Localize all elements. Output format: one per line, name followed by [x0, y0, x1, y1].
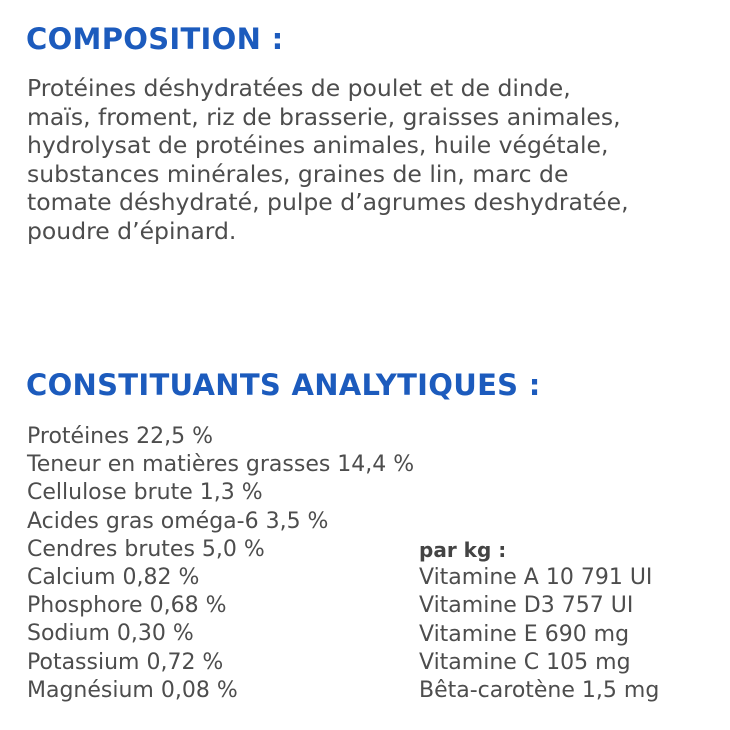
list-item: Calcium 0,82 % [27, 565, 200, 591]
list-item: Magnésium 0,08 % [27, 677, 238, 703]
composition-line: poudre d’épinard. [27, 216, 237, 245]
composition-line: Protéines déshydratées de poulet et de dinde, [27, 74, 571, 102]
list-item: Bêta-carotène 1,5 mg [419, 678, 660, 704]
composition-heading: COMPOSITION : [26, 22, 284, 56]
list-item: Teneur en matières grasses 14,4 % [27, 452, 415, 478]
list-item: Sodium 0,30 % [27, 621, 194, 647]
list-item: Cendres brutes 5,0 % [27, 536, 265, 562]
list-item: Potassium 0,72 % [27, 649, 224, 675]
composition-line: substances minérales, graines de lin, marc de [27, 159, 569, 188]
constituants-list [27, 423, 414, 705]
list-item: Phosphore 0,68 % [27, 593, 227, 619]
list-item: Vitamine E 690 mg [419, 621, 630, 647]
list-item: Cellulose brute 1,3 % [27, 480, 263, 506]
list-item: Vitamine C 105 mg [419, 649, 631, 675]
composition-line: maïs, froment, riz de brasserie, graisses animales, [27, 102, 621, 131]
per-kg-list [419, 536, 659, 705]
per-kg-label: par kg : [419, 538, 507, 562]
list-item: Vitamine D3 757 UI [419, 593, 634, 619]
composition-line: tomate déshydraté, pulpe d’agrumes deshydratée, [27, 188, 629, 216]
list-item: Vitamine A 10 791 UI [419, 565, 653, 591]
composition-text [27, 74, 717, 245]
list-item: Protéines 22,5 % [27, 424, 213, 449]
composition-line: hydrolysat de protéines animales, huile végétale, [27, 131, 609, 159]
list-item: Acides gras oméga-6 3,5 % [27, 508, 329, 534]
constituants-heading: CONSTITUANTS ANALYTIQUES : [26, 368, 541, 402]
